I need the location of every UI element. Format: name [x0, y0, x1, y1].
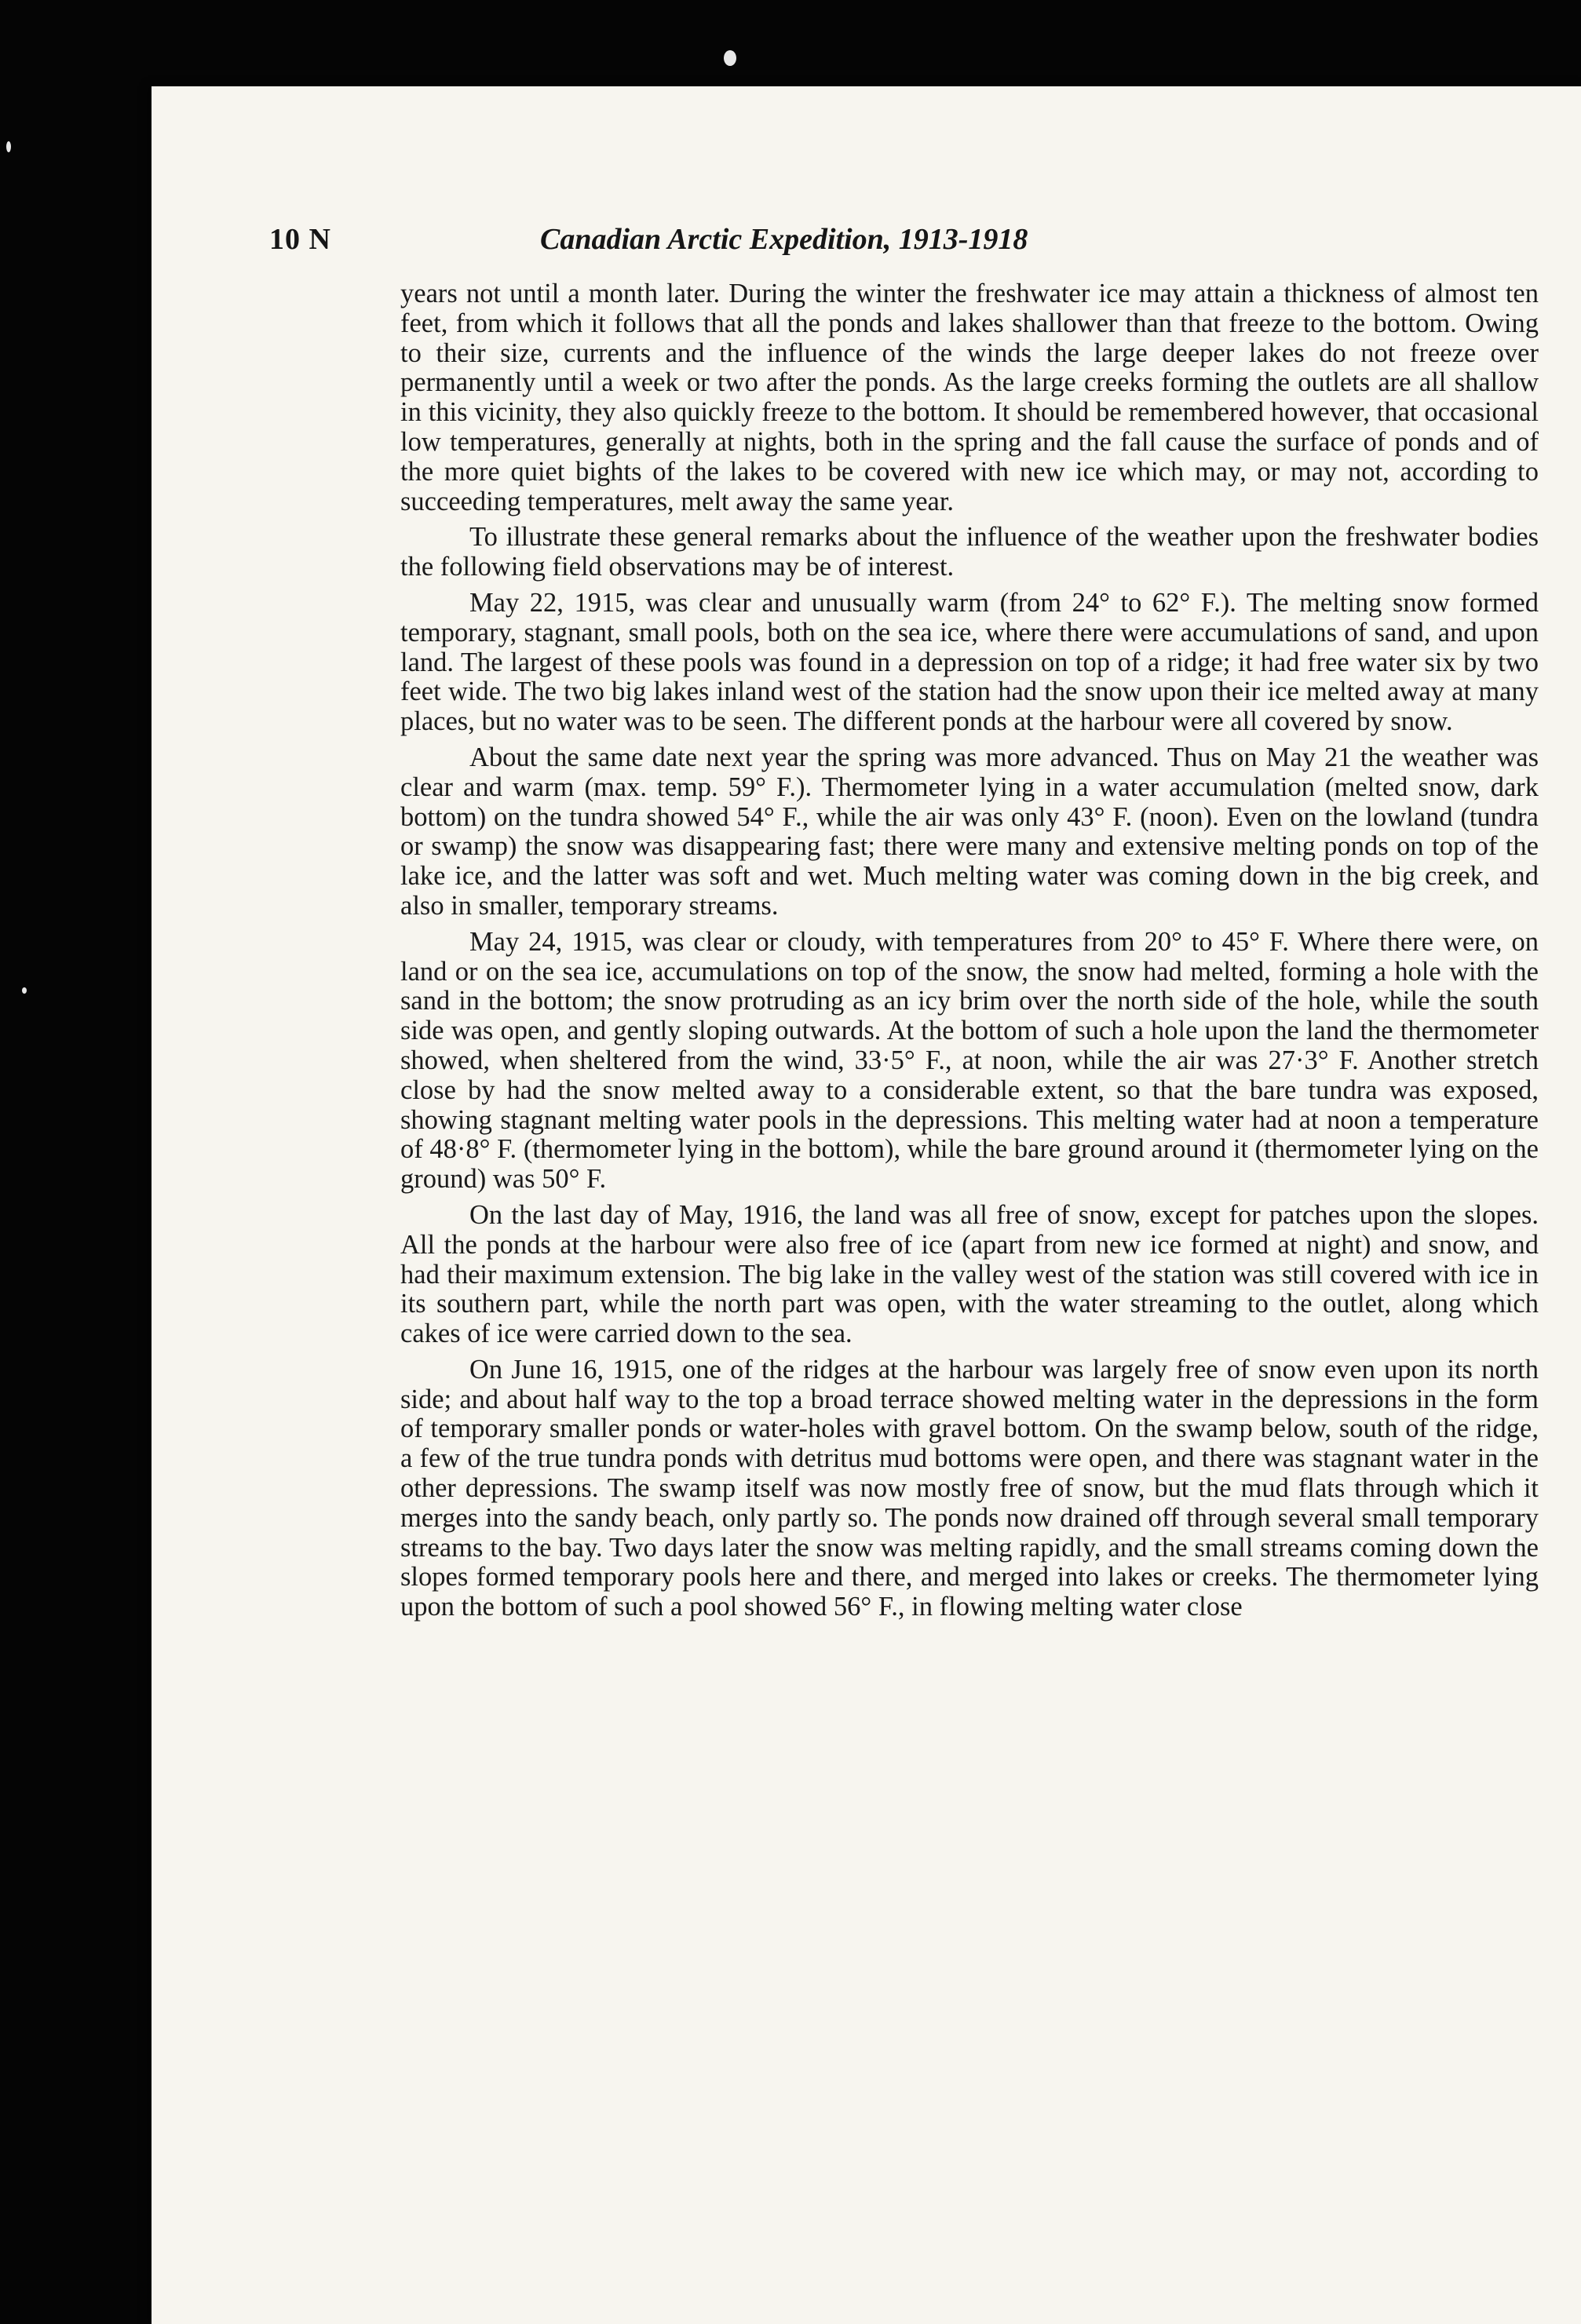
paragraph: About the same date next year the spring was more advanced. Thus on May 21 the weather was clear and warm (max. temp. 59° F.). Thermometer lying in a water accumulation (melted snow, dark bottom) on the tundra showed 54° F., while the air was only 43° F. (noon). Even on the lowland (tundra or swamp) the snow was disappearing fast; there were many and extensive melting ponds on top of the lake ice, and the latter was soft and wet. Much melting water was coming down in the big creek, and also in smaller, temporary streams. [400, 742, 1539, 921]
paragraph: To illustrate these general remarks about the influence of the weather upon the freshwater bodies the following field observations may be of interest. [400, 522, 1539, 582]
dust-speck [6, 141, 11, 152]
paragraph: On the last day of May, 1916, the land was all free of snow, except for patches upon the slopes. All the ponds at the harbour were also free of ice (apart from new ice formed at night) and snow, and had their maximum extension. The big lake in the valley west of the station was still covered with ice in its southern part, while the north part was open, with the water streaming to the outlet, along which cakes of ice were carried down to the sea. [400, 1199, 1539, 1349]
paragraph: years not until a month later. During the winter the freshwater ice may attain a thickness of almost ten feet, from which it follows that all the ponds and lakes shallower than that freeze to the bottom. Owing to their size, currents and the influence of the winds the large deeper lakes do not freeze over permanently until a week or two after the ponds. As the large creeks forming the outlets are all shallow in this vicinity, they also quickly freeze to the bottom. It should be remembered however, that occasional low temperatures, generally at nights, both in the spring and the fall cause the surface of ponds and of the more quiet bights of the lakes to be covered with new ice which may, or may not, according to succeeding temperatures, melt away the same year. [400, 279, 1539, 516]
paragraph: On June 16, 1915, one of the ridges at the harbour was largely free of snow even upon its north side; and about half way to the top a broad terrace showed melting water in the depressions in the form of temporary smaller ponds or water-holes with gravel bottom. On the swamp below, south of the ridge, a few of the true tundra ponds with detritus mud bottoms were open, and there was stagnant water in the other depressions. The swamp itself was now mostly free of snow, but the mud flats through which it merges into the sandy beach, only partly so. The ponds now drained off through several small temporary streams to the bay. Two days later the snow was melting rapidly, and the small streams coming down the slopes formed temporary pools here and there, and merged into lakes or creeks. The thermometer lying upon the bottom of such a pool showed 56° F., in flowing melting water close [400, 1354, 1539, 1622]
paragraph: May 22, 1915, was clear and unusually warm (from 24° to 62° F.). The melting snow formed temporary, stagnant, small pools, both on the sea ice, where there were accumulations of sand, and upon land. The largest of these pools was found in a depression on top of a ridge; it had free water six by two feet wide. The two big lakes inland west of the station had the snow upon their ice melted away at many places, but no water was to be seen. The different ponds at the harbour were all covered by snow. [400, 587, 1539, 737]
dust-speck [724, 50, 736, 66]
paragraph: May 24, 1915, was clear or cloudy, with temperatures from 20° to 45° F. Where there were, on land or on the sea ice, accumulations on top of the snow, the snow had melted, forming a hole with the sand in the bottom; the snow protruding as an icy brim over the north side of the hole, while the south side was open, and gently sloping outwards. At the bottom of such a hole upon the land the thermometer showed, when sheltered from the wind, 33·5° F., at noon, while the air was 27·3° F. Another stretch close by had the snow melted away to a considerable extent, so that the bare tundra was exposed, showing stagnant melting water pools in the depressions. This melting water had at noon a temperature of 48·8° F. (thermometer lying in the bottom), while the bare ground around it (thermometer lying on the ground) was 50° F. [400, 926, 1539, 1195]
dust-speck [22, 987, 27, 994]
page-number: 10 N [269, 223, 331, 256]
body-text [400, 279, 1539, 1629]
page-header [269, 222, 1258, 261]
running-title: Canadian Arctic Expedition, 1913-1918 [540, 223, 1028, 256]
